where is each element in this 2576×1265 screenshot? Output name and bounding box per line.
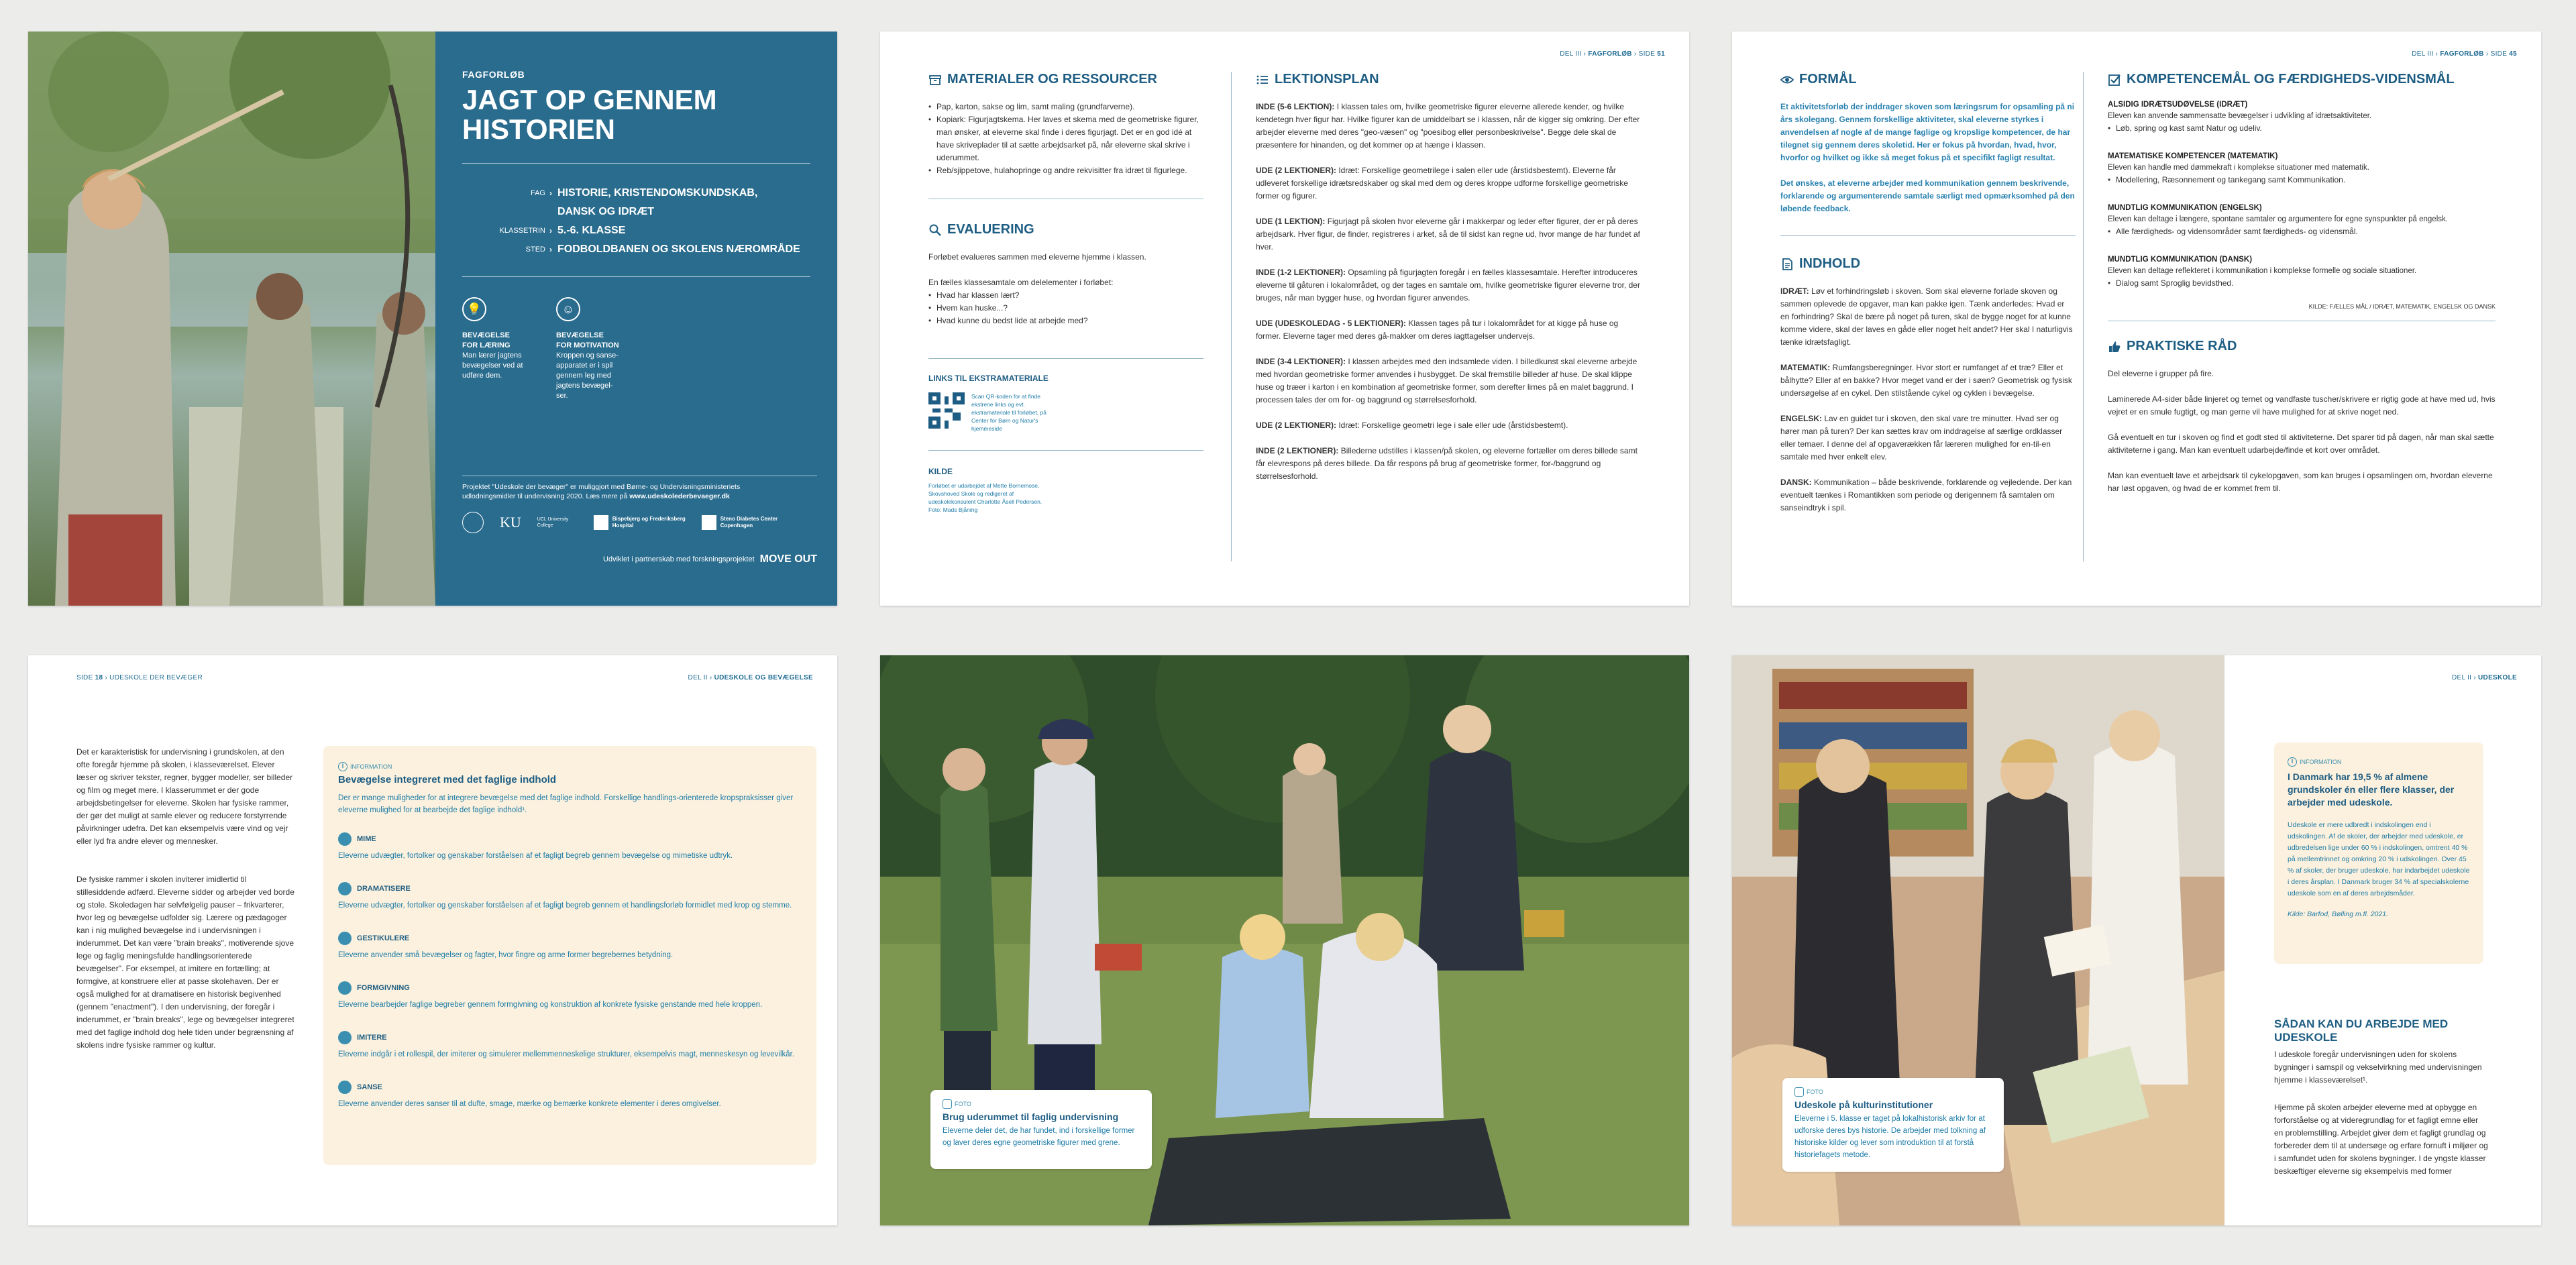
lesson-text: Opsamling på figurjagten foregår i en fælles klassesamtale. Herefter introduceres eleverne til gåturen i lokalområdet, og der tages en samtale om, hvilke geometriske figurer eleverne tror, der bruges, når man bygger huse, og hvordan figurer anvendes. (1256, 268, 1640, 302)
lesson-heading: INDE (2 LEKTIONER): (1256, 446, 1339, 455)
body-text: De fysiske rammer i skolen inviterer imidlertid til stillesiddende adfærd. Eleverne sidder og arbejder ved borde og stole. Skoledagen har selvfølgelig pauser – frikvarterer, hvor leg og bevægelse udfolder sig. Lærere og pædagoger kan i nig mulighed bevægelse ind i undervisningen i inderummet. Det kan være "brain breaks", motiverende sjove lege og faglig meningsfulde handlingsorienterede bevægelser". For eksempel, at imitere en fortælling; at formgive, at konstruere eller at passe skolehaven. Der er også mulighed for at dramatisere en historisk begivenhed (gennem "enactment"). I den undervisning, der foregår i inderummet, er "brain breaks", lege og bevægelser integreret med det faglige indhold dog hele tiden under begrænsning af skolens indre fysiske rammer og kultur. (76, 875, 294, 1050)
logo-row (462, 512, 777, 533)
logo-hospital (594, 515, 686, 530)
lesson-entry (1256, 419, 1644, 432)
list-item: • Dialog samt Sproglig bevidsthed. (2108, 277, 2496, 290)
evaluation-text: En fælles klassesamtale om delelementer i forløbet: (928, 278, 1114, 287)
list-item: • Kopiark: Figurjagtskema. Her laves et skema med de geometriske figurer, man ønsker, at eleverne skal finde i deres figurjagt. Det er en god idé at have skriveplader til at sætte arbejdsarket på, når eleverne skal skrive i uderummet. (928, 113, 1203, 164)
movement-page (28, 655, 837, 1225)
feature-motivation-text: Kroppen og sanse- (556, 351, 619, 360)
page-number-book: UDESKOLE DER BEVÆGER (109, 674, 203, 681)
cover-title-line-2: HISTORIEN (462, 113, 615, 145)
info-kicker-text: INFORMATION (2300, 759, 2342, 765)
lesson-heading: UDE (1 LEKTION): (1256, 217, 1326, 226)
chevron-right-icon: › (549, 188, 552, 198)
lesson-entry (1256, 445, 1644, 483)
content-entry (1780, 285, 2076, 349)
camera-icon (1794, 1087, 1804, 1097)
competence-text: Eleven kan handle med dømmekraft i komplekse situationer med matematik. (2108, 164, 2369, 172)
list-item: • Alle færdigheds- og vidensområder samt færdigheds- og vidensmål. (2108, 225, 2496, 238)
stat-source: Kilde: Barfod, Bølling m.fl. 2021. (2288, 910, 2388, 918)
info-icon: I (2288, 757, 2297, 767)
list-item: • Pap, karton, sakse og lim, samt maling (grundfarverne). (928, 101, 1203, 113)
logo-hospital-line: Bispebjerg og Frederiksberg (612, 516, 686, 522)
logo-steno-line: Steno Diabetes Center (720, 516, 778, 522)
caption-kicker (1794, 1087, 1992, 1097)
practice-title: GESTIKULERE (357, 934, 410, 942)
practice-item (338, 1081, 802, 1110)
content-heading-subject: IDRÆT: (1780, 286, 1809, 296)
meta-klasse-value: 5.-6. KLASSE (557, 225, 626, 236)
info-box (323, 746, 816, 1165)
caption-title: Brug uderummet til faglig undervisning (943, 1111, 1119, 1122)
page-number-right: DEL II › UDESKOLE OG BEVÆGELSE (688, 674, 813, 681)
lesson-text: Idræt: Forskellige geometrilege i salen eller ude (årstidsbestemt). Eleverne får udleveret forskellige idrætsredskaber og skal med dem og deres kroppe udforme forskellige geometriske former og figurer. (1256, 166, 1628, 201)
meta-klasse-label: KLASSETRIN (499, 227, 545, 235)
lesson-heading: UDE (UDESKOLEDAG - 5 LEKTIONER): (1256, 319, 1407, 328)
stat-box (2274, 742, 2483, 964)
competence-area: MATEMATISKE KOMPETENCER (MATEMATIK) (2108, 152, 2278, 160)
practice-text: Eleverne bearbejder faglige begreber gennem formgivning og konstruktion af konkrete fysiske genstande med hele kroppen. (338, 1001, 763, 1009)
qr-code-icon[interactable] (928, 392, 965, 429)
page-number-chapter: UDESKOLE OG BEVÆGELSE (714, 674, 813, 681)
page-number-chapter: UDESKOLE (2478, 674, 2517, 681)
caption-body: Eleverne deler det, de har fundet, ind i forskellige former og laver deres egne geometriske figurer med grene. (943, 1127, 1135, 1147)
eye-icon (1780, 73, 1794, 87)
cover-meta (462, 184, 810, 259)
content-body (1780, 285, 2076, 514)
partner-footer (603, 553, 817, 565)
feature-motivation-title-2: FOR MOTIVATION (556, 341, 619, 349)
page-number: DEL III › FAGFORLØB › SIDE 51 (1560, 50, 1665, 58)
lesson-entry (1256, 101, 1644, 152)
competence-text: Eleven kan deltage i længere, spontane samtaler og argumentere for egne synspunkter på engelsk. (2108, 215, 2448, 223)
practice-text: Eleverne udvægter, fortolker og genskaber forståelsen af et fagligt begreb gennem bevægelse og mimetiske udtryk. (338, 852, 733, 860)
materials-title: MATERIALER OG RESSOURCER (947, 72, 1157, 87)
list-item: • Løb, spring og kast samt Natur og udeliv. (2108, 122, 2496, 135)
purpose-body (1780, 101, 2076, 215)
how-to-heading-line: UDESKOLE (2274, 1031, 2338, 1044)
page-number-section: DEL III (2412, 50, 2434, 58)
divider (928, 358, 1203, 359)
lesson-heading: INDE (1-2 LEKTIONER): (1256, 268, 1346, 277)
feature-motivation-text: apparatet er i spil (556, 362, 613, 370)
caption-kicker-text: FOTO (1807, 1089, 1823, 1095)
lesson-entry (1256, 164, 1644, 203)
list-item: • Reb/sjippetove, hulahopringe og andre rekvisitter fra idræt til figurlege. (928, 164, 1203, 177)
competence-area: MUNDTLIG KOMMUNIKATION (DANSK) (2108, 256, 2253, 264)
evaluation-text: Forløbet evalueres sammen med eleverne hjemme i klassen. (928, 252, 1146, 262)
page-number-chapter: FAGFORLØB (2440, 50, 2484, 58)
stat-body: Udeskole er mere udbredt i indskolingen end i udskolingen. Af de skoler, der arbejder med udeskole, er udbredelsen lige under 60 % i indskolingen, omtrent 40 % på mellemtrinnet og omkring 20 % i udskolingen. Over 45 % af skoler, der bruger udeskole, har indarbejdet udeskole i deres årsplan. I Danmark bruger 34 % af specialskolerne udeskole som en af deres arbejdsmåder. (2288, 821, 2470, 897)
box-icon (928, 73, 942, 87)
content-text: Rumfangsberegninger. Hvor stort er rumfanget af et træ? Eller et bålhytte? Eller af en bakke? Hvor meget vand er der i søen? Geometrisk og fysisk undersøgelse af en cykel. Den stilstående cykel og cyklen i bevægelse. (1780, 363, 2072, 398)
photo-page (880, 655, 1689, 1225)
feature-motivation-text: gennem leg med (556, 372, 611, 380)
content-heading-subject: MATEMATIK: (1780, 363, 1831, 372)
body-text: Det er karakteristisk for undervisning i grundskolen, at den ofte foregår hjemme på skolen, i klasseværelset. Elever læser og skriver tekster, regner, bygger modeller, ser billeder og film og meget mere. I klasserummet er der gode arbejdsbetingelser for eleverne. Skolen har fysiske rammer, der gør det muligt at samle elever og reducere forstyrrende påvirkninger udefra. Det kan eksempelvis være vind og vejr eller lyd fra andre elever og mennesker. (76, 747, 293, 846)
materials-heading (928, 72, 1203, 87)
lesson-heading: UDE (2 LEKTIONER): (1256, 421, 1336, 430)
competence-text: Eleven kan anvende sammensatte bevægelser i udvikling af idrætsaktiviteter. (2108, 112, 2372, 120)
search-icon (928, 223, 942, 237)
competence-area: ALSIDIG IDRÆTSUDØVELSE (IDRÆT) (2108, 101, 2248, 109)
project-note (462, 482, 817, 501)
list-item: • Modellering, Ræsonnement og tankegang samt Kommunikation. (2108, 174, 2496, 186)
how-to-text: Hjemme på skolen arbejder eleverne med at opbygge en forforståelse og at videregrundlag for et fagligt emne eller en problemstilling. Arbejdet giver dem et fagligt grundlag og forbereder dem til at undersøge og erfare fornuft i miljøer og i samfundet uden for skolens bygninger. I de yngste klasser beskæftiger eleverne sig eksempelvis med former (2274, 1103, 2488, 1176)
competence-heading (2108, 72, 2496, 87)
cover-page (28, 32, 837, 606)
page-number-label: SIDE (2490, 50, 2508, 58)
body-column (76, 746, 294, 1064)
meta-sted-value: FODBOLDBANEN OG SKOLENS NÆROMRÅDE (557, 243, 800, 255)
seal-icon (462, 512, 484, 533)
caption-kicker (943, 1099, 1140, 1109)
competence-text: Eleven kan deltage reflekteret i kommunikation i komplekse formelle og sociale situationer. (2108, 267, 2417, 275)
lesson-text: I klassen arbejdes med den indsamlede viden. I billedkunst skal eleverne arbejde med hvordan geometriske former anvendes i husbygget. De skal fremstille billeder af huse. De skal klippe huse og træer i karton i en kombination af geometriske former, som derefter limes på en malet baggrund. I processen tales der om for- og baggrund og størrelsesforhold. (1256, 357, 1638, 404)
lesson-entry (1256, 215, 1644, 254)
chevron-right-icon: › (549, 245, 552, 254)
meta-sted-label: STED (525, 245, 545, 254)
cover-divider (462, 163, 810, 164)
content-text: Lav en guidet tur i skoven, den skal vare tre minutter. Hvad ser og hører man på turen? Der kan sættes krav om inddragelse af særlige ordklasser eller temaer. I denne del af opgaverækken får læreren mulighed for en-til-en samtale med hver enkelt elev. (1780, 414, 2063, 461)
page-number-value: 51 (1657, 50, 1665, 58)
info-title: Bevægelse integreret med det faglige indhold (338, 774, 557, 785)
content-text: Kommunikation – både beskrivende, forklarende og vejledende. Der kan eventuelt tænkes i Romantikken som periode og derigennem få samtalen om sanseindtryk i spil. (1780, 478, 2072, 512)
photo-caption (1782, 1078, 2004, 1172)
column-divider (1231, 72, 1232, 561)
page-number-section: DEL III (1560, 50, 1582, 58)
how-to-heading (2274, 1018, 2489, 1044)
practical-text: Man kan eventuelt lave et arbejdsark til cykelopgaven, som kan bruges i opsamlingen om, hvordan eleverne har løst opgaven, og hvad de er kommet frem til. (2108, 471, 2493, 493)
practice-item (338, 932, 802, 961)
page-number-value: 18 (95, 674, 103, 681)
page-number: DEL II › UDESKOLE (2452, 674, 2517, 681)
shape-icon (338, 981, 352, 995)
practice-title: FORMGIVNING (357, 984, 410, 992)
cover-photo (28, 32, 435, 606)
how-to-text: I udeskole foregår undervisningen uden for skolens bygninger i samspil og vekselvirkning med undervisningen hjemme i klasseværelset¹. (2274, 1050, 2482, 1085)
cover-kicker: FAGFORLØB (462, 69, 525, 80)
smiley-icon: ☺ (556, 297, 580, 321)
info-intro: Der er mange muligheder for at integrere bevægelse med det faglige indhold. Forskellige handlings-orienterede kropspraksisser giver eleverne mulighed for at bearbejde det faglige indhold¹. (338, 794, 794, 814)
page-number-label: SIDE (1638, 50, 1656, 58)
drama-icon (338, 882, 352, 895)
chevron-right-icon: › (549, 226, 552, 235)
source-title: KILDE (928, 467, 953, 476)
divider (1780, 235, 2076, 236)
info-kicker-text: INFORMATION (350, 763, 392, 770)
column-divider (2083, 72, 2084, 561)
competence-entry (2108, 204, 2496, 238)
lesson-entry (1256, 317, 1644, 343)
practical-title: PRAKTISKE RÅD (2127, 339, 2237, 353)
feature-laering-text: Man lærer jagtens (462, 351, 522, 360)
practice-title: MIME (357, 835, 376, 843)
practice-title: SANSE (357, 1083, 382, 1091)
evaluation-title: EVALUERING (947, 222, 1034, 237)
content-heading-subject: DANSK: (1780, 478, 1812, 487)
caption-kicker-text: FOTO (955, 1101, 971, 1107)
practice-item (338, 832, 802, 862)
competence-title: KOMPETENCEMÅL OG FÆRDIGHEDS-VIDENSMÅL (2127, 72, 2455, 87)
practical-body (2108, 368, 2496, 495)
meta-klasse (462, 221, 810, 240)
practical-text: Laminerede A4-sider både linjeret og ternet og vandfaste tuscher/skrivere er rigtig gode at have med ud, hvis vejret er en smule fugtigt, og man gerne vil have mulighed for at skrive noget ned. (2108, 394, 2496, 417)
how-to-body (2274, 1048, 2489, 1178)
feature-motivation-title-1: BEVÆGELSE (556, 331, 604, 339)
links-title: LINKS TIL EKSTRAMATERIALE (928, 374, 1049, 383)
content-text: Løv et forhindringsløb i skoven. Som skal eleverne forlade skoven og sammen oplevede de opgaver, man kan pakke igen. Tænk anderledes: Hvad er en forhindring? Skal de bære på noget på turen, skal de bygge noget for at kunne komme videre, skal der laves en gåde eller noget helt andet? Her skal I naturligvis tænke idrætsfagligt. (1780, 286, 2073, 347)
practical-heading (2108, 339, 2496, 354)
competence-source: KILDE: FÆLLES MÅL / IDRÆT, MATEMATIK, ENGELSK OG DANSK (2308, 303, 2496, 310)
content-entry (1780, 412, 2076, 463)
content-entry (1780, 476, 2076, 514)
right-column (1256, 72, 1644, 496)
caption-title: Udeskole på kulturinstitutioner (1794, 1099, 1933, 1110)
lesson-text: Idræt: Forskellige geometri lege i sale eller ude (årstidsbestemt). (1338, 421, 1568, 430)
right-column (2108, 72, 2496, 508)
senses-icon (338, 1081, 352, 1094)
left-column (1780, 72, 2076, 527)
competence-entry (2108, 152, 2496, 186)
how-to-section (2274, 1018, 2489, 1191)
feature-laering-title-1: BEVÆGELSE (462, 331, 510, 339)
practice-item (338, 882, 802, 912)
materials-list (928, 101, 1203, 177)
lesson-text: Klassen tages på tur i lokalområdet for at kigge på huse og former. Eleverne tager med deres gå-makker om deres iagttagelser undervejs. (1256, 319, 1619, 341)
lesson-text: Figurjagt på skolen hvor eleverne går i makkerpar og leder efter figurer, der er på deres arbejdsark. Hver figur, de finder, registreres i arket, så de til sidst kan regne ud, hvor mange de har fundet af hver. (1256, 217, 1640, 252)
info-icon: I (338, 762, 347, 771)
purpose-title: FORMÅL (1799, 72, 1857, 87)
page-number-label: SIDE (76, 674, 93, 681)
steno-mark-icon (702, 515, 716, 530)
project-note-line: Projektet "Udeskole der bevæger" er muliggjort med Børne- og Undervisningsministeriets (462, 483, 741, 491)
lesson-entry (1256, 266, 1644, 305)
thumbs-up-icon (2108, 340, 2121, 353)
meta-fag (462, 184, 810, 221)
feature-laering-title-2: FOR LÆRING (462, 341, 511, 349)
purpose-heading (1780, 72, 2076, 87)
qr-block (928, 392, 1203, 433)
evaluation-body (928, 251, 1203, 327)
competence-entry (2108, 101, 2496, 135)
list-item: • Hvem kan huske...? (928, 302, 1203, 315)
info-kicker (338, 762, 802, 771)
feature-motivation-text: ser. (556, 392, 568, 400)
photo-caption (930, 1090, 1152, 1169)
lesson-entry (1256, 355, 1644, 406)
content-heading-subject: ENGELSK: (1780, 414, 1823, 423)
logo-ku: KU (500, 514, 521, 531)
feature-laering (462, 297, 529, 401)
logo-steno-line: Copenhagen (720, 522, 753, 529)
lightbulb-icon: 💡 (462, 297, 486, 321)
imitate-icon (338, 1031, 352, 1044)
gesture-icon (338, 932, 352, 945)
lesson-heading: INDE (3-4 LEKTIONER): (1256, 357, 1346, 366)
outdoor-school-page (1732, 655, 2541, 1225)
purpose-text: Et aktivitetsforløb der inddrager skoven som læringsrum for opsamling på ni års skolegang. Gennem forskellige aktiviteter, skal eleverne styrkes i anvendelsen af nogle af de mange faglige og kropslige kompetencer, de har tilegnet sig gennem deres skoletid. Her er fokus på hvordan, hvad, hvor, hvorfor og hvilket og ikke så meget fokus på et specifikt fagligt resultat. (1780, 102, 2075, 162)
page-number-section: DEL II (2452, 674, 2472, 681)
practice-text: Eleverne udvægter, fortolker og genskaber forståelsen af et fagligt begreb gennem et handlingsforløb formidlet med krop og stemme. (338, 901, 792, 910)
page-number-left: SIDE 18 › UDESKOLE DER BEVÆGER (76, 674, 203, 681)
cover-title-line-1: JAGT OP GENNEM (462, 84, 717, 115)
cover-divider (462, 276, 810, 277)
page-number-chapter: FAGFORLØB (1588, 50, 1632, 58)
page-number-section: DEL II (688, 674, 708, 681)
competence-entry (2108, 256, 2496, 290)
lessonplan-body (1256, 101, 1644, 483)
document-icon (1780, 258, 1794, 271)
logo-steno (702, 515, 777, 530)
cover-title (462, 85, 810, 144)
lesson-plan-page (880, 32, 1689, 606)
purpose-text: Det ønskes, at eleverne arbejder med kommunikation gennem beskrivende, forklarende og argumenterende samtale særligt med opmærksomhed på den løbende feedback. (1780, 178, 2075, 213)
content-entry (1780, 362, 2076, 400)
list-item: • Hvad kunne du bedst lide at arbejde med? (928, 315, 1203, 327)
content-heading (1780, 256, 2076, 272)
project-note-line: udlodningsmidler til undervisning 2020. Læs mere på (462, 492, 628, 500)
mime-icon (338, 832, 352, 846)
lesson-heading: UDE (2 LEKTIONER): (1256, 166, 1336, 175)
list-icon (1256, 73, 1269, 87)
content-title: INDHOLD (1799, 256, 1861, 271)
qr-text: Scan QR-koden for at finde ekstrene links og evt. ekstramateriale til forløbet, på Center for Børn og Natur's hjemmeside (971, 393, 1046, 432)
partner-footer-text: Udviklet i partnerskab med forskningsprojektet (603, 555, 755, 563)
competence-area: MUNDTLIG KOMMUNIKATION (ENGELSK) (2108, 204, 2262, 212)
caption-body: Eleverne i 5. klasse er taget på lokalhistorisk arkiv for at udforske deres bys historie. De arbejder med tolkning af historiske kilder og lever som introduktion til at forstå historiefagets metode. (1794, 1115, 1986, 1159)
lesson-text: I klassen tales om, hvilke geometriske figurer eleverne allerede kender, og hvilke kendetegn hver figur har. Hvilke figurer kan de umiddelbart se i klassen, når de kigger sig omkring. Der efter arbejder eleverne med deres "geo-væsen" og "poesibog eller personbeskrivelse". Begge dele skal de præsentere for hinanden, og det kommer op at hænge i klassen. (1256, 102, 1640, 150)
practice-item (338, 981, 802, 1011)
page-number: DEL III › FAGFORLØB › SIDE 45 (2412, 50, 2517, 58)
meta-sted (462, 240, 810, 259)
lessonplan-heading (1256, 72, 1644, 87)
practical-text: Gå eventuelt en tur i skoven og find et godt sted til aktiviteterne. Det sparer tid på dagen, når man skal sætte aktiviteterne i gang. Man kan eventuelt udarbejde/finde et kort over området. (2108, 433, 2494, 455)
meta-fag-label: FAG (530, 189, 545, 197)
checkbox-icon (2108, 73, 2121, 87)
divider (928, 450, 1203, 451)
cover-photo-illustration (28, 32, 435, 606)
meta-fag-value-2: DANSK OG IDRÆT (557, 206, 654, 217)
moveout-logo: MOVE OUT (759, 553, 817, 565)
feature-motivation-text: jagtens bevægel- (556, 382, 613, 390)
hospital-mark-icon (594, 515, 608, 530)
practice-text: Eleverne indgår i et rollespil, der imiterer og simulerer mellemmenneskelige strukturer, eksempelvis magt, menneskesyn og levevilkår. (338, 1050, 795, 1058)
lesson-text: Billederne udstilles i klassen/på skolen, og eleverne fortæller om deres billede samt får elevrespons på deres billede. Da får respons på brug af geometriske former, for-/baggrund og størrelsesforhold. (1256, 446, 1638, 481)
info-kicker (2288, 757, 2470, 767)
source-text: Forløbet er udarbejdet af Mette Bornemose, Skovshoved Skole og redigeret af udeskolekonsulent Charlotte Åsell Pedersen. Foto: Mads Bjåning (928, 482, 1042, 513)
how-to-heading-line: SÅDAN KAN DU ARBEJDE MED (2274, 1018, 2449, 1030)
cover-panel (435, 32, 837, 606)
evaluation-heading (928, 222, 1203, 237)
practical-text: Del eleverne i grupper på fire. (2108, 369, 2214, 378)
cover-features (462, 297, 810, 401)
camera-icon (943, 1099, 952, 1109)
logo-ucl: UCL University College (537, 517, 569, 528)
feature-motivation (556, 297, 630, 401)
page-number-value: 45 (2509, 50, 2517, 58)
lesson-heading: INDE (5-6 LEKTION): (1256, 102, 1335, 111)
practice-text: Eleverne anvender små bevægelser og fagter, hvor fingre og arme former begrebernes betydning. (338, 951, 674, 959)
practice-item (338, 1031, 802, 1060)
evaluation-list (928, 289, 1203, 327)
feature-laering-text: bevægelser ved at (462, 362, 523, 370)
meta-fag-value-1: HISTORIE, KRISTENDOMSKUNDSKAB, (557, 187, 758, 199)
practice-title: DRAMATISERE (357, 885, 411, 893)
lessonplan-title: LEKTIONSPLAN (1275, 72, 1379, 87)
left-column (928, 72, 1203, 514)
feature-laering-text: udføre dem. (462, 372, 502, 380)
logo-hospital-line: Hospital (612, 522, 634, 529)
practice-text: Eleverne anvender deres sanser til at dufte, smage, mærke og bemærke konkrete elementer i deres omgivelser. (338, 1100, 721, 1108)
purpose-page (1732, 32, 2541, 606)
list-item: • Hvad har klassen lært? (928, 289, 1203, 302)
stat-title: I Danmark har 19,5 % af almene grundskoler én eller flere klasser, der arbejder med udeskole. (2288, 771, 2455, 808)
project-url[interactable]: www.udeskolederbevaeger.dk (629, 492, 730, 500)
practice-title: IMITERE (357, 1034, 387, 1042)
